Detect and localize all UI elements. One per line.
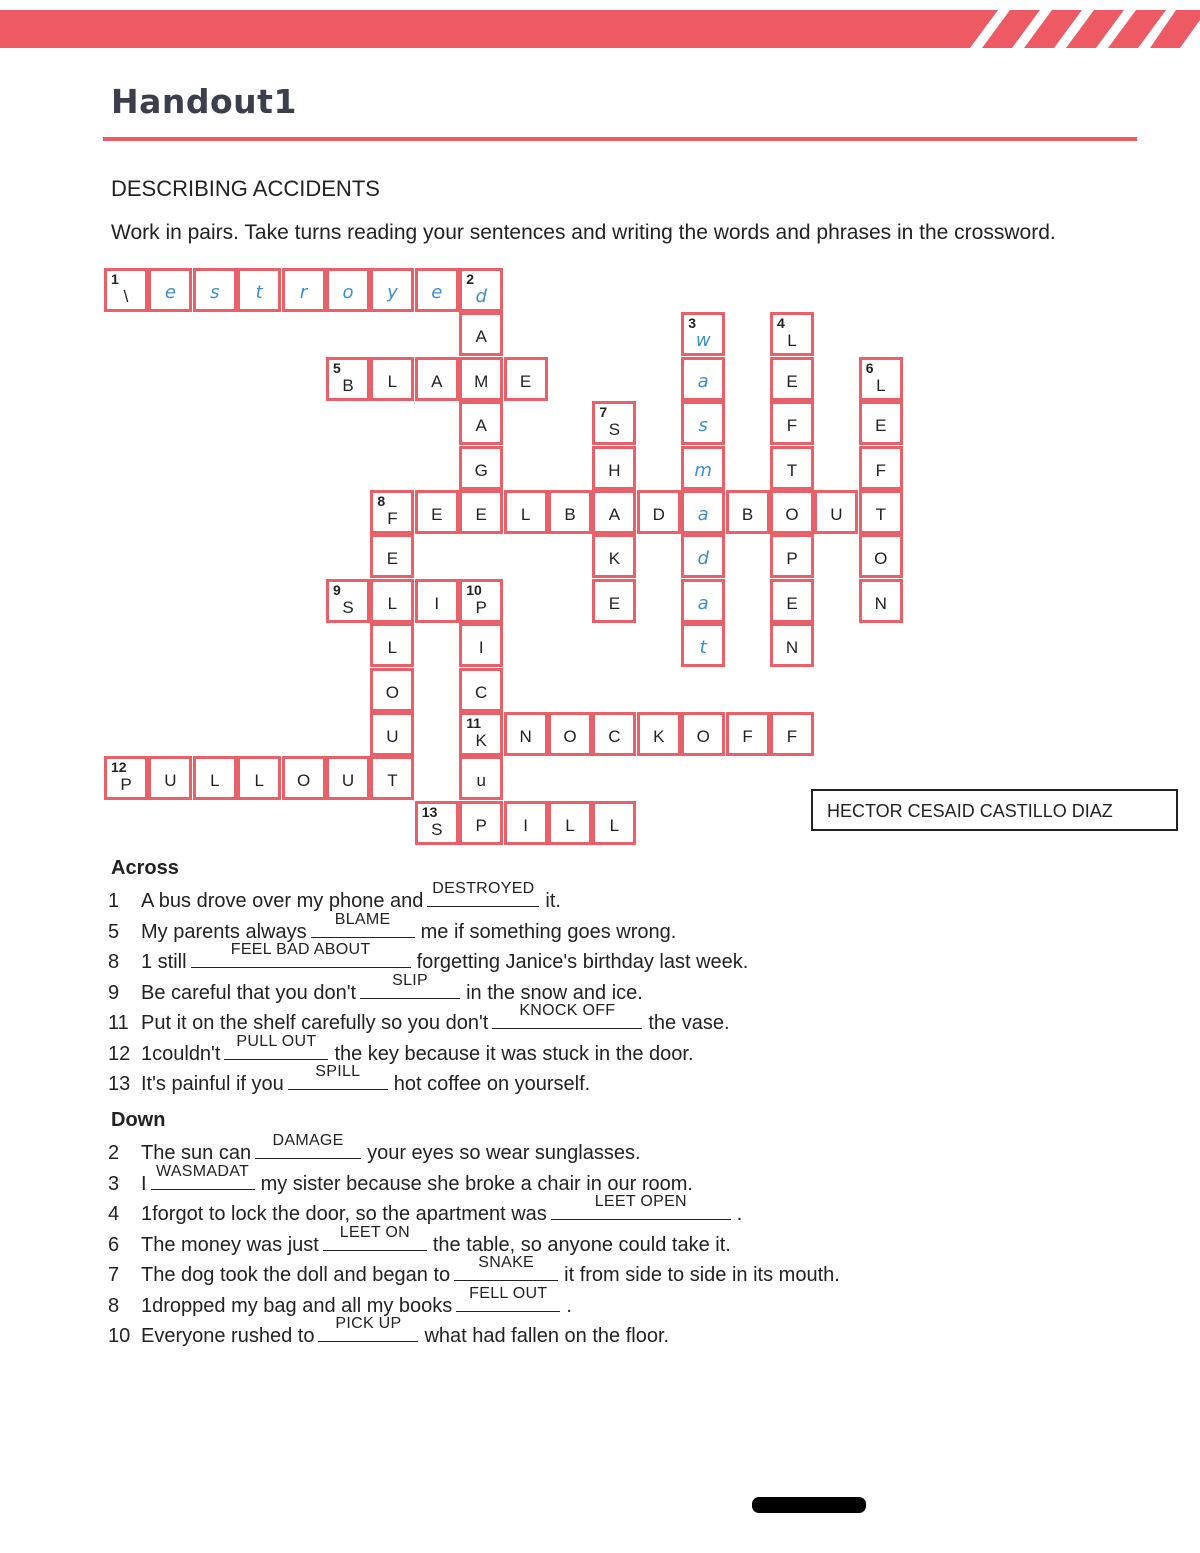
clue-num: 13 [108, 1073, 131, 1095]
crossword-cell[interactable] [592, 712, 636, 756]
cell-letter: O [385, 682, 399, 702]
crossword-cell[interactable] [504, 712, 548, 756]
crossword-cell[interactable] [415, 490, 459, 534]
cell-letter: E [386, 549, 399, 569]
cell-letter: U [164, 771, 177, 791]
crossword-cell[interactable] [193, 268, 237, 312]
cell-letter: e [164, 282, 176, 303]
answer-text: DESTROYED [432, 880, 535, 897]
cell-letter: A [608, 505, 621, 524]
cell-letter: K [653, 727, 665, 746]
cell-letter: E [475, 505, 487, 524]
crossword-cell[interactable] [681, 623, 725, 667]
clue-number: 12 [111, 759, 127, 776]
cell-letter: L [387, 593, 398, 613]
clue-text-before: It's painful if you [141, 1073, 284, 1095]
cell-letter: F [786, 416, 798, 436]
crossword-cell[interactable] [681, 579, 725, 623]
cell-letter: E [875, 416, 887, 436]
clue-text-before: My parents always [141, 920, 307, 943]
cell-letter: P [120, 775, 132, 795]
crossword-cell[interactable] [370, 357, 414, 401]
crossword-cell[interactable] [370, 756, 414, 800]
crossword-cell[interactable] [459, 490, 503, 534]
cell-letter: L [520, 505, 531, 524]
crossword-cell[interactable] [859, 490, 903, 534]
crossword-cell[interactable] [193, 756, 237, 800]
cell-letter: K [608, 549, 621, 569]
crossword-cell[interactable] [237, 268, 281, 312]
across-clue [104, 1032, 694, 1069]
crossword-cell[interactable] [370, 490, 414, 534]
clue-text-before: Be careful that you don't [141, 981, 357, 1004]
answer-text: DAMAGE [272, 1132, 344, 1149]
cell-letter: P [475, 597, 487, 617]
answer-text: BLAME [334, 910, 391, 928]
crossword-cell[interactable] [770, 490, 814, 534]
crossword-cell[interactable] [592, 490, 636, 534]
across-clue [104, 1002, 730, 1038]
clue-text-before: 1dropped my bag and all my books [141, 1294, 453, 1317]
clue-num: 8 [108, 1294, 120, 1317]
answer-text: PULL OUT [236, 1032, 317, 1050]
crossword-cell[interactable] [415, 357, 459, 401]
cell-letter: O [563, 727, 577, 746]
title-underline [103, 137, 1137, 141]
cell-letter: C [475, 682, 488, 702]
cell-letter: F [875, 460, 886, 480]
crossword-cell[interactable] [459, 312, 503, 356]
cell-letter: B [342, 375, 354, 395]
cell-letter: A [475, 416, 487, 436]
clue-number: 3 [688, 315, 696, 332]
cell-letter: w [695, 330, 711, 352]
answer-blank[interactable] [224, 1032, 328, 1060]
section-title: DESCRIBING ACCIDENTS [111, 176, 380, 201]
clue-num: 4 [108, 1203, 120, 1225]
answer-blank[interactable] [191, 941, 411, 968]
crossword-cell[interactable] [370, 668, 414, 712]
clue-text-after: your eyes so wear sunglasses. [367, 1142, 641, 1164]
crossword-cell[interactable] [370, 268, 414, 312]
crossword-cell[interactable] [770, 579, 814, 623]
student-name-box: HECTOR CESAID CASTILLO DIAZ [811, 789, 1178, 831]
answer-text: WASMADAT [156, 1162, 250, 1180]
clue-text-before: I [141, 1172, 147, 1195]
clue-text-after: forgetting Janice's birthday last week. [416, 951, 749, 973]
crossword-cell[interactable] [681, 357, 725, 401]
cell-letter: s [210, 282, 220, 303]
clue-text-after: the key because it was stuck in the door. [334, 1042, 694, 1065]
clue-number: 4 [777, 315, 785, 332]
crossword-cell[interactable] [459, 401, 503, 445]
answer-blank[interactable] [551, 1193, 731, 1220]
clue-text-after: it from side to side in its mouth. [564, 1264, 840, 1286]
answer-blank[interactable] [427, 880, 539, 907]
crossword-cell[interactable] [459, 446, 503, 490]
across-heading: Across [111, 857, 179, 879]
crossword-cell[interactable] [770, 401, 814, 445]
clue-num: 9 [108, 981, 120, 1004]
cell-letter: a [697, 592, 709, 614]
crossword-cell[interactable] [370, 534, 414, 578]
crossword-cell[interactable] [859, 534, 903, 578]
crossword-cell[interactable] [681, 534, 725, 578]
answer-blank[interactable] [492, 1002, 642, 1029]
clue-number: 7 [599, 404, 608, 421]
cell-letter: N [785, 638, 799, 658]
clue-num: 8 [108, 951, 120, 973]
clue-number: 10 [466, 581, 482, 598]
clue-text-before: The money was just [141, 1233, 319, 1256]
crossword-cell[interactable] [459, 801, 503, 845]
clue-text-after: . [736, 1203, 743, 1225]
cell-letter: e [431, 282, 443, 303]
cell-letter: B [741, 505, 754, 524]
cell-letter: K [475, 731, 487, 750]
cell-letter: y [387, 282, 398, 303]
clue-text-before: Everyone rushed to [141, 1325, 315, 1347]
clue-number: 8 [377, 493, 386, 509]
cell-letter: m [694, 459, 712, 481]
cell-letter: T [387, 771, 398, 791]
cell-letter: O [696, 727, 710, 746]
down-clue [104, 1223, 731, 1260]
cell-letter: B [564, 505, 576, 524]
cell-letter: L [609, 815, 620, 835]
cell-letter: F [387, 509, 398, 528]
cell-letter: M [474, 371, 489, 391]
crossword-cell[interactable] [548, 490, 592, 534]
crossword-cell[interactable] [326, 268, 370, 312]
crossword-cell[interactable] [548, 801, 592, 845]
crossword-cell[interactable] [681, 490, 725, 534]
cell-letter: E [608, 593, 621, 613]
cell-letter: A [475, 327, 487, 347]
clue-number: 2 [466, 271, 474, 287]
clue-number: 9 [333, 581, 341, 598]
crossword-cell[interactable] [326, 579, 370, 623]
cell-letter: d [475, 286, 487, 307]
clue-text-after: it. [545, 890, 561, 912]
cell-letter: r [299, 282, 308, 303]
redaction-bar [752, 1497, 866, 1513]
crossword-cell[interactable] [459, 579, 503, 623]
answer-text: SPILL [315, 1063, 361, 1080]
crossword-cell[interactable] [592, 801, 636, 845]
answer-text: LEET OPEN [594, 1193, 687, 1210]
clue-num: 12 [108, 1042, 131, 1065]
cell-letter: o [342, 282, 354, 303]
crossword-cell[interactable] [415, 801, 459, 845]
answer-text: SNAKE [478, 1254, 535, 1271]
cell-letter: \ [123, 287, 129, 306]
cell-letter: L [787, 331, 797, 351]
answer-blank[interactable] [360, 971, 460, 999]
crossword-cell[interactable] [681, 446, 725, 490]
cell-letter: D [652, 505, 665, 524]
clue-text-before: 1couldn't [141, 1042, 221, 1065]
answer-blank[interactable] [456, 1284, 560, 1312]
clue-text-after: the table, so anyone could take it. [432, 1233, 731, 1256]
crossword-cell[interactable] [548, 712, 592, 756]
answer-text: SLIP [392, 971, 429, 989]
crossword-cell[interactable] [592, 579, 636, 623]
clue-text-before: The dog took the doll and began to [141, 1264, 451, 1286]
crossword-cell[interactable] [459, 268, 503, 312]
cell-letter: S [431, 819, 443, 839]
crossword-cell[interactable] [504, 801, 548, 845]
crossword-cell[interactable] [681, 712, 725, 756]
crossword-cell[interactable] [370, 712, 414, 756]
cell-letter: E [786, 593, 798, 613]
cell-letter: L [254, 771, 264, 791]
down-clue [104, 1315, 670, 1351]
crossword-cell[interactable] [148, 756, 192, 800]
clue-number: 11 [466, 715, 481, 731]
crossword-cell[interactable] [459, 756, 503, 800]
cell-letter: S [608, 420, 621, 440]
clue-text-before: Put it on the shelf carefully so you don't [141, 1012, 489, 1034]
cell-letter: L [565, 815, 575, 835]
crossword-cell[interactable] [237, 756, 281, 800]
crossword-cell[interactable] [814, 490, 858, 534]
cell-letter: S [342, 597, 354, 617]
cell-letter: a [697, 504, 709, 525]
clue-text-after: me if something goes wrong. [420, 920, 677, 943]
answer-blank[interactable] [255, 1132, 361, 1159]
cell-letter: O [785, 505, 799, 524]
cell-letter: O [296, 771, 311, 791]
crossword-cell[interactable] [637, 712, 681, 756]
crossword-cell[interactable] [770, 534, 814, 578]
answer-blank[interactable] [323, 1223, 427, 1251]
clue-text-after: in the snow and ice. [466, 981, 643, 1004]
cell-letter: U [386, 727, 399, 746]
clue-num: 10 [108, 1325, 131, 1347]
answer-text: LEET ON [339, 1223, 410, 1241]
crossword-cell[interactable] [637, 490, 681, 534]
crossword-cell[interactable] [415, 268, 459, 312]
cell-letter: L [210, 771, 220, 791]
crossword-cell[interactable] [504, 357, 548, 401]
clue-text-after: what had fallen on the floor. [424, 1325, 670, 1347]
cell-letter: G [474, 460, 488, 480]
cell-letter: C [608, 727, 621, 746]
crossword-cell[interactable] [326, 357, 370, 401]
cell-letter: T [786, 460, 798, 480]
clue-num: 1 [108, 890, 120, 912]
clue-text-before: 1 still [141, 951, 187, 973]
crossword-cell[interactable] [770, 712, 814, 756]
cell-letter: L [876, 375, 886, 395]
cell-letter: P [786, 549, 798, 569]
crossword-cell[interactable] [459, 623, 503, 667]
answer-text: KNOCK OFF [519, 1002, 616, 1019]
answer-text: FEEL BAD ABOUT [230, 941, 371, 958]
answer-blank[interactable] [454, 1254, 558, 1281]
crossword-cell[interactable] [148, 268, 192, 312]
crossword-cell[interactable] [326, 756, 370, 800]
crossword-cell[interactable] [770, 623, 814, 667]
down-heading: Down [111, 1109, 166, 1131]
clue-text-after: the vase. [648, 1012, 730, 1034]
cell-letter: U [830, 505, 843, 524]
crossword-cell[interactable] [592, 401, 636, 445]
cell-letter: T [875, 505, 886, 524]
clue-text-before: A bus drove over my phone and [141, 890, 424, 912]
crossword-cell[interactable] [370, 579, 414, 623]
cell-letter: d [697, 548, 709, 570]
clue-text-after: my sister because she broke a chair in our room. [260, 1172, 693, 1195]
crossword-cell[interactable] [681, 401, 725, 445]
clue-num: 6 [108, 1233, 120, 1256]
crossword-cell[interactable] [370, 623, 414, 667]
crossword-cell[interactable] [504, 490, 548, 534]
cell-letter: I [523, 815, 528, 835]
cell-letter: F [742, 727, 753, 746]
crossword-cell[interactable] [859, 357, 903, 401]
cell-letter: N [874, 593, 887, 613]
cell-letter: A [431, 371, 443, 391]
clue-num: 5 [108, 920, 120, 943]
answer-blank[interactable] [151, 1162, 255, 1190]
cell-letter: u [476, 771, 486, 791]
header-banner-bar [0, 10, 998, 48]
crossword-cell[interactable] [726, 712, 770, 756]
crossword-cell[interactable] [770, 357, 814, 401]
cell-letter: t [255, 282, 263, 303]
cell-letter: O [874, 549, 888, 569]
crossword-cell[interactable] [104, 756, 148, 800]
clue-number: 13 [421, 803, 438, 820]
clue-num: 2 [108, 1142, 120, 1164]
clue-number: 5 [333, 359, 341, 376]
crossword-cell[interactable] [859, 446, 903, 490]
crossword-cell[interactable] [770, 312, 814, 356]
cell-letter: t [699, 637, 707, 659]
clue-text-before: 1forgot to lock the door, so the apartment was [141, 1203, 547, 1225]
crossword-cell[interactable] [859, 579, 903, 623]
cell-letter: L [387, 371, 398, 391]
answer-text: FELL OUT [469, 1284, 548, 1302]
cell-letter: I [434, 593, 440, 613]
cell-letter: E [519, 371, 532, 391]
crossword-cell[interactable] [592, 446, 636, 490]
cell-letter: L [387, 638, 398, 658]
crossword-cell[interactable] [592, 534, 636, 578]
clue-number: 1 [111, 271, 119, 287]
crossword-cell[interactable] [459, 668, 503, 712]
answer-blank[interactable] [318, 1315, 418, 1342]
cell-letter: E [786, 371, 798, 391]
cell-letter: P [475, 815, 487, 835]
cell-letter: U [341, 771, 355, 791]
crossword-cell[interactable] [770, 446, 814, 490]
crossword-cell[interactable] [681, 312, 725, 356]
page-title: Handout1 [111, 82, 297, 121]
crossword-cell[interactable] [726, 490, 770, 534]
clue-text-after: hot coffee on yourself. [393, 1073, 591, 1095]
clue-num: 7 [108, 1264, 120, 1286]
answer-blank[interactable] [288, 1063, 388, 1090]
answer-blank[interactable] [311, 910, 415, 938]
header-banner [0, 10, 1200, 48]
crossword-cell[interactable] [415, 579, 459, 623]
clue-num: 3 [108, 1172, 120, 1195]
cell-letter: s [698, 415, 708, 437]
cell-letter: I [478, 638, 484, 658]
crossword-cell[interactable] [459, 712, 503, 756]
crossword-cell[interactable] [459, 357, 503, 401]
crossword-cell[interactable] [104, 268, 148, 312]
crossword-cell[interactable] [282, 756, 326, 800]
clue-text-after: . [566, 1294, 572, 1317]
cell-letter: E [431, 505, 443, 524]
clue-text-before: The sun can [141, 1142, 252, 1164]
crossword-cell[interactable] [859, 401, 903, 445]
instructions: Work in pairs. Take turns reading your sentences and writing the words and phrases in the crossword. [111, 221, 1056, 244]
cell-letter: N [519, 727, 532, 746]
crossword-cell[interactable] [282, 268, 326, 312]
clue-num: 11 [108, 1012, 129, 1034]
cell-letter: F [786, 727, 798, 746]
clue-number: 6 [865, 359, 874, 376]
across-clue [104, 1063, 591, 1099]
cell-letter: H [608, 460, 621, 480]
cell-letter: a [697, 370, 709, 392]
answer-text: PICK UP [335, 1315, 402, 1332]
